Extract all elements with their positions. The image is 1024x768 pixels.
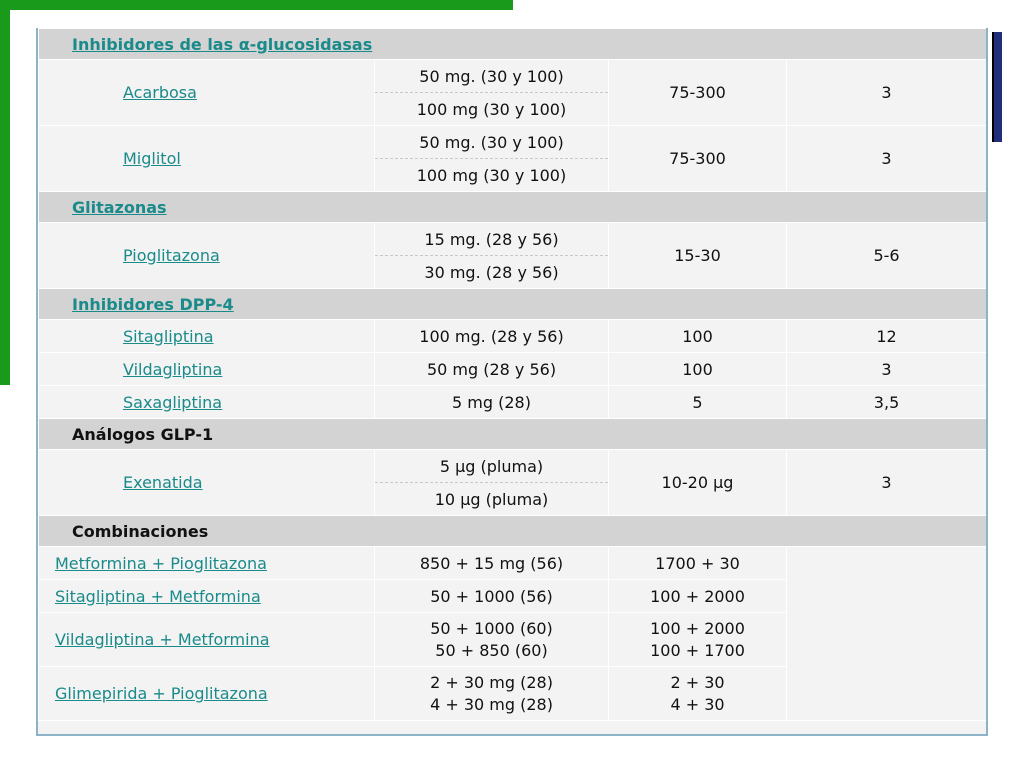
section-dpp4 [39,289,987,320]
table-row-saxagliptina [39,386,987,419]
dose-cell: 50 mg. (30 y 100) [375,60,609,93]
freq-cell: 3,5 [787,386,987,419]
freq-cell: 12 [787,320,987,353]
range-cell: 1700 + 30 [609,547,787,580]
dose-cell: 100 mg (30 y 100) [375,93,609,126]
range-cell: 15-30 [609,223,787,289]
freq-cell: 3 [787,353,987,386]
drug-link-exenatida[interactable]: Exenatida [123,473,203,492]
range-cell: 75-300 [609,60,787,126]
drug-link-acarbosa[interactable]: Acarbosa [123,83,197,102]
table-row-pioglitazona [39,223,987,256]
section-title-alpha[interactable]: Inhibidores de las α-glucosidasas [72,34,373,54]
dose-cell [375,667,609,721]
dose-cell: 50 mg (28 y 56) [375,353,609,386]
dose-cell: 100 mg (30 y 100) [375,159,609,192]
empty-freq-cell [787,547,987,721]
green-left-bar [0,0,10,385]
drug-link-met-pio[interactable]: Metformina + Pioglitazona [55,553,267,573]
drug-link-miglitol[interactable]: Miglitol [123,149,181,168]
section-combinaciones [39,516,987,547]
right-accent-bar [992,32,1002,142]
dose-cell: 15 mg. (28 y 56) [375,223,609,256]
range-cell: 75-300 [609,126,787,192]
dose-line: 50 + 850 (60) [435,640,548,660]
dose-cell: 50 mg. (30 y 100) [375,126,609,159]
drug-link-saxagliptina[interactable]: Saxagliptina [123,392,223,412]
range-cell [609,613,787,667]
range-line: 4 + 30 [670,694,725,714]
dose-line: 4 + 30 mg (28) [430,694,553,714]
dose-cell: 850 + 15 mg (56) [375,547,609,580]
range-cell: 5 [609,386,787,419]
dose-cell: 100 mg. (28 y 56) [375,320,609,353]
drug-link-glim-pio[interactable]: Glimepirida + Pioglitazona [55,684,268,703]
freq-cell: 5-6 [787,223,987,289]
dose-cell: 5 mg (28) [375,386,609,419]
range-cell: 10-20 µg [609,450,787,516]
section-title-glp1: Análogos GLP-1 [72,424,214,444]
table-row-met-pio [39,547,987,580]
range-cell: 100 [609,320,787,353]
table-row-sitagliptina [39,320,987,353]
section-title-glitazonas[interactable]: Glitazonas [72,197,167,217]
drug-link-pioglitazona[interactable]: Pioglitazona [123,246,220,265]
drug-link-sitagliptina[interactable]: Sitagliptina [123,326,214,346]
freq-cell: 3 [787,126,987,192]
range-cell: 100 + 2000 [609,580,787,613]
drug-link-vildagliptina[interactable]: Vildagliptina [123,359,223,379]
range-line: 100 + 2000 [650,618,745,638]
green-top-bar [0,0,513,10]
section-title-dpp4[interactable]: Inhibidores DPP-4 [72,294,234,314]
dose-cell [375,613,609,667]
range-cell [609,667,787,721]
freq-cell: 3 [787,450,987,516]
table-row-vildagliptina [39,353,987,386]
dose-cell: 30 mg. (28 y 56) [375,256,609,289]
dose-cell: 5 µg (pluma) [375,450,609,483]
dose-cell: 10 µg (pluma) [375,483,609,516]
range-cell: 100 [609,353,787,386]
drug-link-vilda-met[interactable]: Vildagliptina + Metformina [55,630,270,649]
table-row-exenatida [39,450,987,483]
dose-line: 50 + 1000 (60) [430,618,553,638]
section-alpha-glucosidasas [39,29,987,60]
drug-table [38,28,987,721]
section-title-combinaciones: Combinaciones [72,521,209,541]
dose-line: 2 + 30 mg (28) [430,672,553,692]
section-glp1 [39,419,987,450]
table-row-miglitol [39,126,987,159]
section-glitazonas [39,192,987,223]
drug-link-sita-met[interactable]: Sitagliptina + Metformina [55,586,261,606]
dose-cell: 50 + 1000 (56) [375,580,609,613]
freq-cell: 3 [787,60,987,126]
range-line: 2 + 30 [670,672,725,692]
range-line: 100 + 1700 [650,640,745,660]
table-row-acarbosa [39,60,987,93]
drug-table-frame [36,28,988,736]
